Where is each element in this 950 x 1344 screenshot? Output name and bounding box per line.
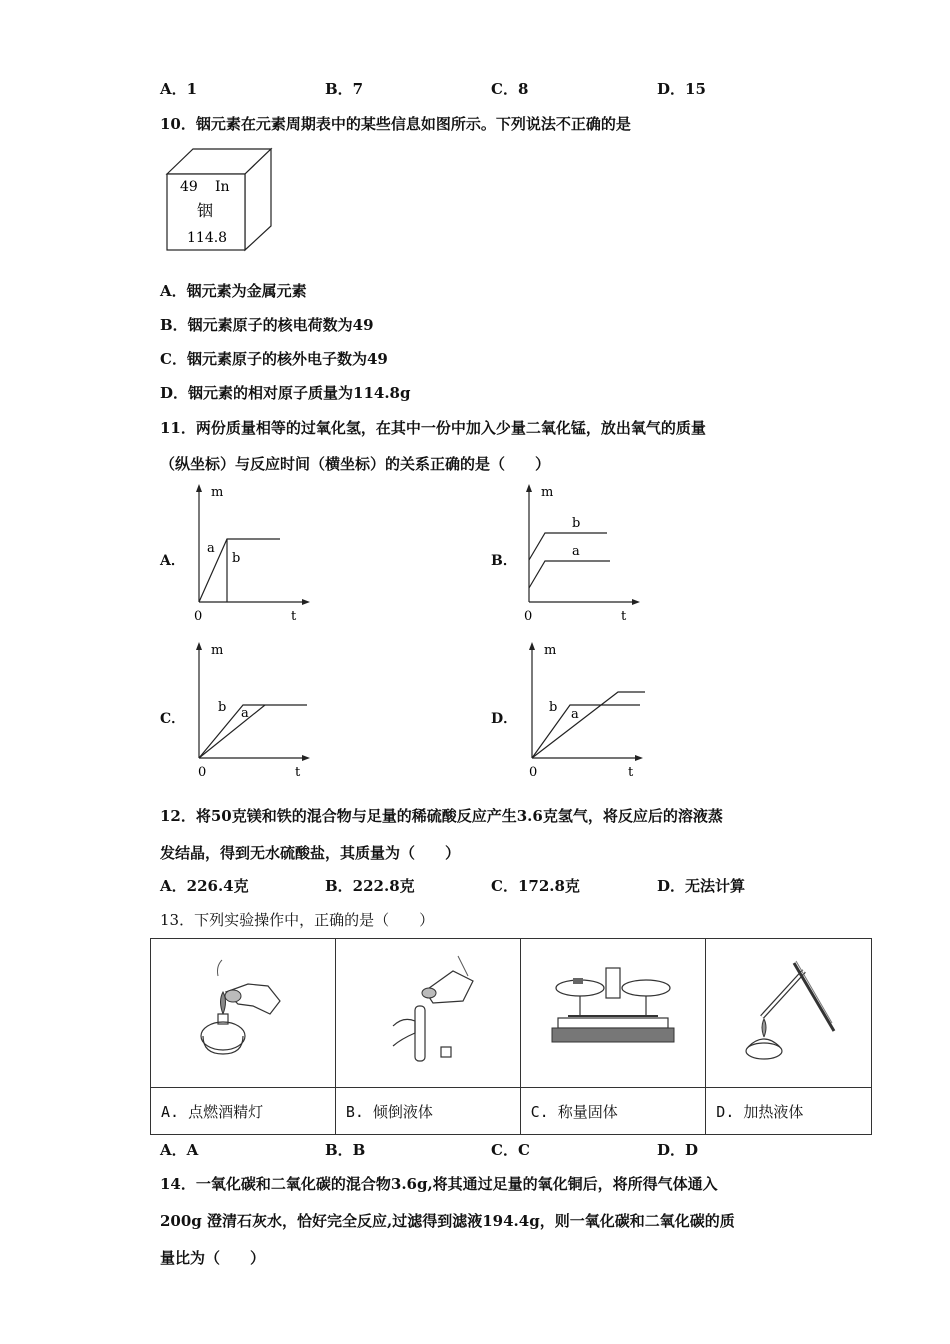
q9-option-a: A．1 <box>160 80 198 98</box>
curve-b-label: b <box>549 700 558 715</box>
q13-option-c: C．C <box>491 1141 530 1159</box>
cell-pour-liquid <box>335 939 520 1088</box>
q12-stem-line1: 12．将50克镁和铁的混合物与足量的稀硫酸反应产生3.6克氢气，将反应后的溶液蒸 <box>160 807 723 825</box>
q10-stem: 10．铟元素在元素周期表中的某些信息如图所示。下列说法不正确的是 <box>160 115 631 133</box>
q11-stem-line1: 11．两份质量相等的过氧化氢，在其中一份中加入少量二氧化锰，放出氧气的质量 <box>160 419 706 437</box>
axis-t: t <box>621 609 627 624</box>
q10-option-d: D．铟元素的相对原子质量为114.8g <box>160 384 411 402</box>
alcohol-lamp-icon <box>188 956 298 1066</box>
q13-option-a: A．A <box>160 1141 199 1159</box>
q13-option-d: D．D <box>657 1141 699 1159</box>
curve-a-label: a <box>241 706 249 721</box>
element-mass: 114.8 <box>187 230 228 246</box>
caption-a: A. 点燃酒精灯 <box>151 1088 336 1135</box>
axis-t: t <box>628 765 634 780</box>
curve-a-label: a <box>572 544 580 559</box>
q13-option-b: B．B <box>325 1141 366 1159</box>
q12-option-b: B．222.8克 <box>325 877 415 895</box>
cell-heat-liquid <box>706 939 872 1088</box>
axis-m: m <box>544 643 557 658</box>
caption-b: B. 倾倒液体 <box>335 1088 520 1135</box>
q9-option-c: C．8 <box>491 80 529 98</box>
axis-m: m <box>211 643 224 658</box>
element-name: 铟 <box>197 201 214 220</box>
axis-origin: 0 <box>194 609 203 624</box>
curve-a-label: a <box>571 707 579 722</box>
graph-c <box>185 638 320 786</box>
balance-icon <box>548 956 678 1066</box>
q14-stem-line3: 量比为（ ） <box>160 1249 266 1267</box>
pour-liquid-icon <box>373 951 483 1071</box>
graph-c-label: C． <box>160 711 186 727</box>
heat-liquid-icon <box>734 951 844 1071</box>
curve-b-label: b <box>232 551 241 566</box>
axis-origin: 0 <box>198 765 207 780</box>
q12-option-d: D．无法计算 <box>657 877 746 895</box>
graph-d <box>518 638 653 786</box>
q13-stem: 13．下列实验操作中，正确的是（ ） <box>160 911 435 929</box>
q12-option-a: A．226.4克 <box>160 877 249 895</box>
element-symbol: In <box>215 179 230 195</box>
axis-m: m <box>211 485 224 500</box>
graph-a-label: A． <box>160 553 185 569</box>
cell-balance <box>520 939 706 1088</box>
q10-option-c: C．铟元素原子的核外电子数为49 <box>160 350 388 368</box>
curve-a-label: a <box>207 541 215 556</box>
q14-stem-line2: 200g 澄清石灰水，恰好完全反应,过滤得到滤液194.4g，则一氧化碳和二氧化碳的质 <box>160 1212 735 1230</box>
axis-m: m <box>541 485 554 500</box>
axis-t: t <box>295 765 301 780</box>
lab-operations-table <box>150 938 872 1135</box>
graph-b <box>515 480 650 628</box>
cell-alcohol-lamp <box>151 939 336 1088</box>
caption-d: D. 加热液体 <box>706 1088 872 1135</box>
graph-b-label: B． <box>491 553 517 569</box>
q12-stem-line2: 发结晶，得到无水硫酸盐，其质量为（ ） <box>160 844 461 862</box>
q11-stem-line2: （纵坐标）与反应时间（横坐标）的关系正确的是（ ） <box>160 455 551 473</box>
q10-option-b: B．铟元素原子的核电荷数为49 <box>160 316 374 334</box>
axis-origin: 0 <box>524 609 533 624</box>
graph-d-label: D． <box>491 711 518 727</box>
q12-option-c: C．172.8克 <box>491 877 580 895</box>
axis-t: t <box>291 609 297 624</box>
curve-b-label: b <box>572 516 581 531</box>
element-card-figure <box>160 146 276 254</box>
q9-option-b: B．7 <box>325 80 364 98</box>
q10-option-a: A．铟元素为金属元素 <box>160 282 307 300</box>
q9-option-d: D．15 <box>657 80 706 98</box>
curve-b-label: b <box>218 700 227 715</box>
element-number: 49 <box>180 179 198 195</box>
q14-stem-line1: 14．一氧化碳和二氧化碳的混合物3.6g,将其通过足量的氧化铜后，将所得气体通入 <box>160 1175 718 1193</box>
axis-origin: 0 <box>529 765 538 780</box>
caption-c: C. 称量固体 <box>520 1088 706 1135</box>
graph-a <box>185 480 320 628</box>
